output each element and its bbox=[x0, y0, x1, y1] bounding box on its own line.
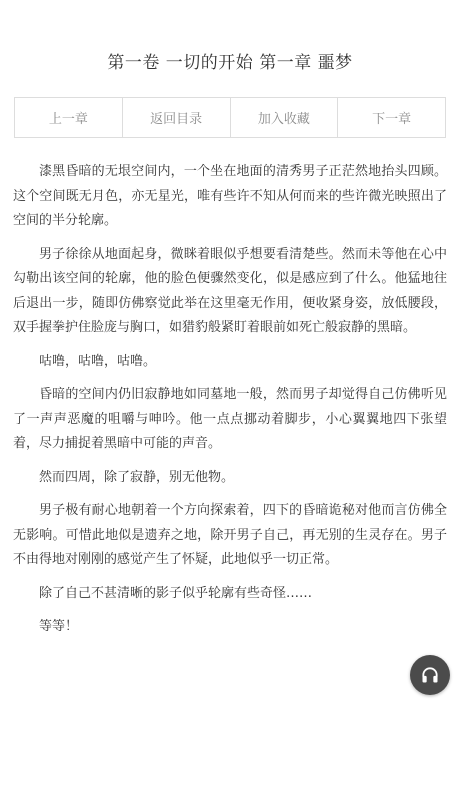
content-paragraph: 咕噜，咕噜，咕噜。 bbox=[39, 353, 157, 369]
content-paragraph: 等等！ bbox=[39, 619, 79, 634]
content-paragraph: 男子极有耐心地朝着一个方向探索着，四下的昏暗诡秘对他而言仿佛全无影响。可惜此地似是遗弃之地，除开男子自己，再无别的生灵存在。男子不由得地对刚刚的感觉产生了怀疑，此地似乎一切正常。 bbox=[13, 503, 447, 567]
prev-chapter-button[interactable]: 上一章 bbox=[15, 98, 123, 137]
content-paragraph: 除了自己不甚清晰的影子似乎轮廓有些奇怪…… bbox=[39, 585, 313, 601]
content-paragraph: 男子徐徐从地面起身，微眯着眼似乎想要看清楚些。然而未等他在心中勾勒出该空间的轮廓，他的脸色便骤然变化，似是感应到了什么。他猛地往后退出一步，随即仿佛察觉此举在这里毫无作用，便收紧身姿，放低腰段，双手握拳护住脸庞与胸口，如猎豹般紧盯着眼前如死亡般寂静的黑暗。 bbox=[13, 246, 447, 335]
table-of-contents-button[interactable]: 返回目录 bbox=[123, 98, 231, 137]
content-paragraph: 然而四周，除了寂静，别无他物。 bbox=[39, 469, 235, 485]
content-paragraph: 漆黑昏暗的无垠空间内，一个坐在地面的清秀男子正茫然地抬头四顾。这个空间既无月色，亦无星光，唯有些许不知从何而来的些许微光映照出了空间的半分轮廓。 bbox=[13, 164, 447, 228]
audio-play-button[interactable] bbox=[410, 655, 450, 695]
headphones-icon bbox=[420, 665, 440, 685]
chapter-nav-bar bbox=[14, 97, 446, 138]
page-title: 第一卷 一切的开始 第一章 噩梦 bbox=[107, 53, 353, 73]
add-bookmark-button[interactable]: 加入收藏 bbox=[231, 98, 339, 137]
chapter-content bbox=[13, 160, 447, 649]
content-paragraph: 昏暗的空间内仍旧寂静地如同墓地一般，然而男子却觉得自己仿佛听见了一声声恶魔的咀嚼与呻吟。他一点点挪动着脚步，小心翼翼地四下张望着，尽力捕捉着黑暗中可能的声音。 bbox=[13, 387, 447, 451]
next-chapter-button[interactable]: 下一章 bbox=[372, 112, 412, 127]
